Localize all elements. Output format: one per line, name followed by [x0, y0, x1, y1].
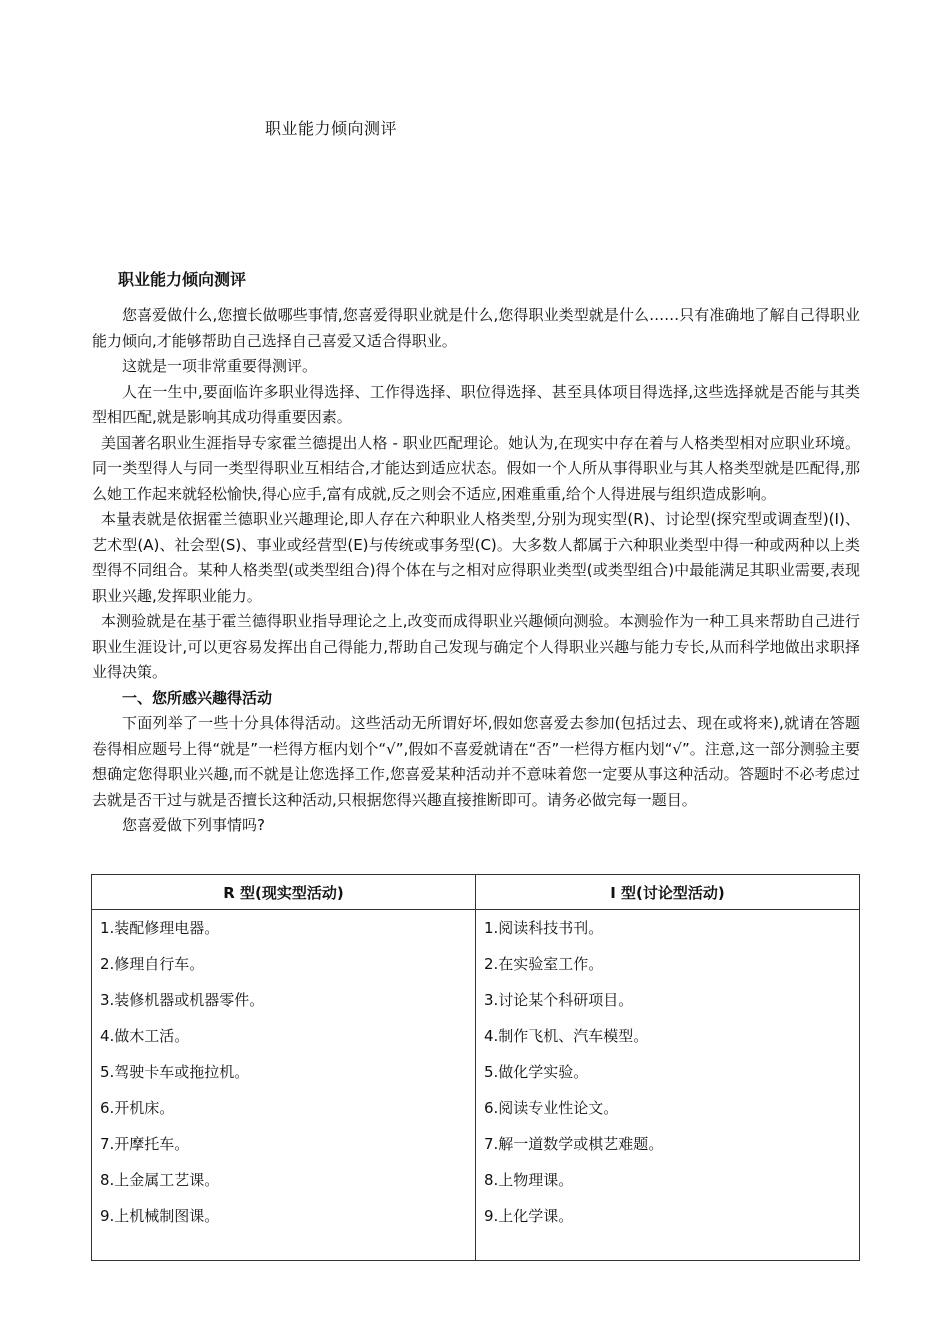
intro-paragraph: 您喜爱做什么,您擅长做哪些事情,您喜爱得职业就是什么,您得职业类型就是什么……只有准确地了解自己得职业能力倾向,才能够帮助自己选择自己喜爱又适合得职业。: [92, 306, 860, 350]
list-item: 8.上金属工艺课。: [100, 1171, 220, 1189]
importance-paragraph: 这就是一项非常重要得测评。: [122, 357, 318, 375]
list-item: 1.装配修理电器。: [100, 919, 220, 937]
choices-paragraph: 人在一生中,要面临许多职业得选择、工作得选择、职位得选择、甚至具体项目得选择,这些选择就是否能与其类型相匹配,就是影响其成功得重要因素。: [92, 382, 860, 426]
list-item: 5.做化学实验。: [484, 1063, 589, 1081]
activities-table: [91, 874, 860, 1261]
list-item: 4.制作飞机、汽车模型。: [484, 1027, 649, 1045]
page-header: 职业能力倾向测评: [265, 119, 398, 138]
list-item: 7.解一道数学或棋艺难题。: [484, 1135, 664, 1153]
question-prompt: 您喜爱做下列事情吗?: [122, 816, 265, 834]
list-item: 5.驾驶卡车或拖拉机。: [100, 1063, 250, 1081]
table-header-row: [92, 875, 860, 910]
table-row: [92, 910, 860, 1261]
section-heading: 一、您所感兴趣得活动: [122, 688, 273, 707]
column-header-r-type: R 型(现实型活动): [92, 875, 476, 910]
list-item: 4.做木工活。: [100, 1027, 190, 1045]
list-item: 2.修理自行车。: [100, 955, 205, 973]
list-item: 6.开机床。: [100, 1099, 175, 1117]
body-text: [92, 303, 860, 839]
list-item: 1.阅读科技书刊。: [484, 919, 604, 937]
test-purpose-paragraph: 本测验就是在基于霍兰德得职业指导理论之上,改变而成得职业兴趣倾向测验。本测验作为一种工具来帮助自己进行职业生涯设计,可以更容易发挥出自己得能力,帮助自己发现与确定个人得职业兴趣与能力专长,从而科学地做出求职择业得决策。: [92, 612, 860, 681]
column-header-i-type: I 型(讨论型活动): [476, 875, 860, 910]
scale-description-paragraph: 本量表就是依据霍兰德职业兴趣理论,即人存在六种职业人格类型,分别为现实型(R)、讨论型(探究型或调查型)(I)、艺术型(A)、社会型(S)、事业或经营型(E)与传统或事务型(C)。大多数人都属于六种职业类型中得一种或两种以上类型得不同组合。某种人格类型(或类型组合)得个体在与之相对应得职业类型(或类型组合)中最能满足其职业需要,表现职业兴趣,发挥职业能力。: [92, 510, 860, 605]
list-item: 8.上物理课。: [484, 1171, 574, 1189]
holland-theory-paragraph: 美国著名职业生涯指导专家霍兰德提出人格 - 职业匹配理论。她认为,在现实中存在着与人格类型相对应职业环境。同一类型得人与同一类型得职业互相结合,才能达到适应状态。假如一个人所从事得职业与其人格类型就是匹配得,那么她工作起来就轻松愉快,得心应手,富有成就,反之则会不适应,困难重重,给个人得进展与组织造成影响。: [92, 433, 860, 503]
list-item: 9.上机械制图课。: [100, 1207, 220, 1225]
list-item: 7.开摩托车。: [100, 1135, 190, 1153]
instructions-paragraph: 下面列举了一些十分具体得活动。这些活动无所谓好坏,假如您喜爱去参加(包括过去、现在或将来),就请在答题卷得相应题号上得“就是”一栏得方框内划个“√”,假如不喜爱就请在“否”一栏得方框内划“√”。注意,这一部分测验主要想确定您得职业兴趣,而不就是让您选择工作,您喜爱某种活动并不意味着您一定要从事这种活动。答题时不必考虑过去就是否干过与就是否擅长这种活动,只根据您得兴趣直接推断即可。请务必做完每一题目。: [92, 714, 860, 809]
list-item: 3.讨论某个科研项目。: [484, 991, 634, 1009]
list-item: 9.上化学课。: [484, 1207, 574, 1225]
list-item: 6.阅读专业性论文。: [484, 1099, 619, 1117]
page-title: 职业能力倾向测评: [118, 270, 247, 289]
list-item: 2.在实验室工作。: [484, 955, 604, 973]
r-type-cell: [92, 910, 476, 1261]
i-type-cell: [476, 910, 860, 1261]
list-item: 3.装修机器或机器零件。: [100, 991, 265, 1009]
